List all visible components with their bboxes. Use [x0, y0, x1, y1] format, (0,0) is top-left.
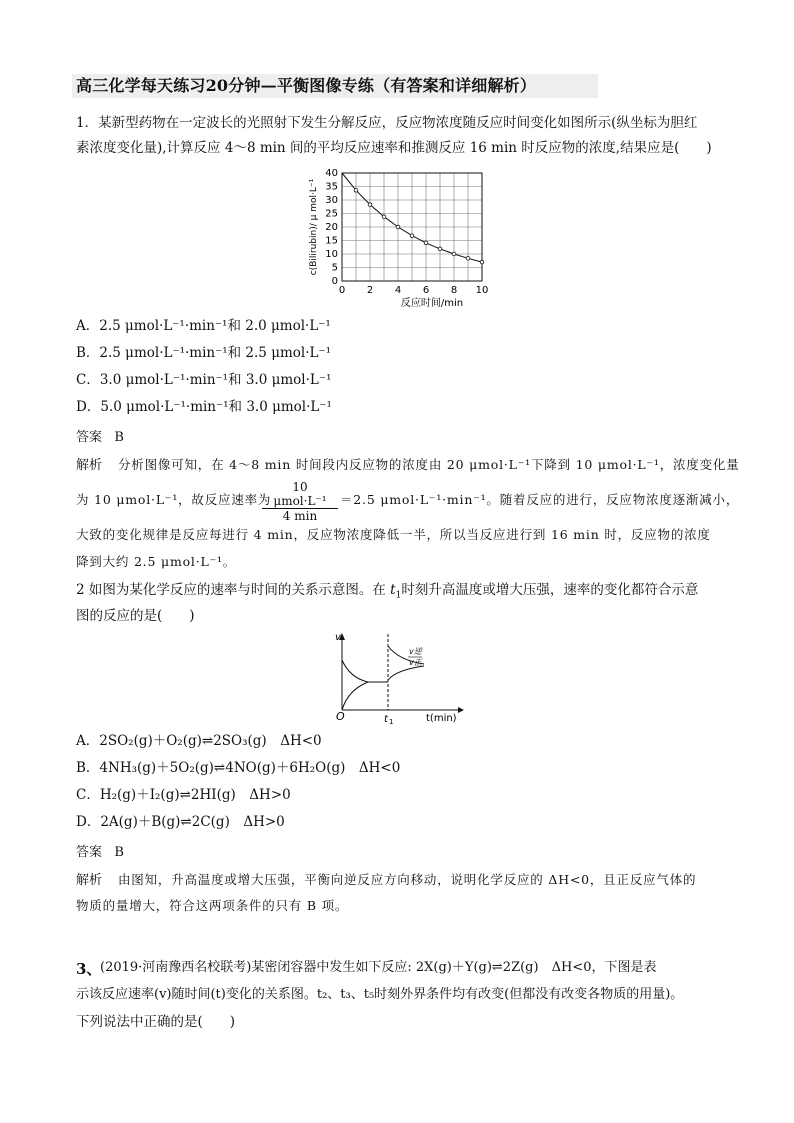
origin-label: O	[336, 710, 345, 723]
y-tick-label: 0	[331, 276, 338, 287]
forward-rate-curve-before	[342, 660, 388, 682]
q1-analysis-line2-post: ＝2.5 μmol·L⁻¹·min⁻¹。随着反应的进行，反应物浓度逐渐减小，	[340, 492, 740, 507]
q1-option-b: B．2.5 μmol·L⁻¹·min⁻¹和 2.5 μmol·L⁻¹	[76, 345, 332, 361]
x-axis-label: t(min)	[426, 713, 457, 724]
q1-analysis-line4: 降到大约 2.5 μmol·L⁻¹。	[76, 554, 237, 569]
y-tick-label: 30	[325, 195, 338, 206]
q1-option-a: A．2.5 μmol·L⁻¹·min⁻¹和 2.0 μmol·L⁻¹	[76, 318, 331, 334]
q2-stem-t-sub: 1	[395, 590, 402, 601]
data-point	[480, 260, 484, 264]
series-label-reverse: v逆	[409, 647, 422, 656]
series-label-forward: v正	[409, 658, 422, 667]
q3-number: 3、	[76, 960, 102, 978]
q3-stem-line1: (2019·河南豫西名校联考)某密闭容器中发生如下反应: 2X(g)＋Y(g)⇌2Z(g) ΔH<0，下图是表	[100, 960, 657, 975]
q2-stem-t: t	[390, 582, 396, 598]
q1-option-d: D．5.0 μmol·L⁻¹·min⁻¹和 3.0 μmol·L⁻¹	[76, 399, 332, 415]
y-axis-label: c(Bilirubin)/ μ mol·L⁻¹	[309, 178, 319, 276]
y-axis-label: v	[335, 632, 341, 643]
q1-analysis-label: 解析	[76, 458, 103, 473]
chart-grid	[342, 173, 482, 281]
q2-analysis-line1: 由图知，升高温度或增大压强，平衡向逆反应方向移动，说明化学反应的 ΔH<0，且正反应气体的	[118, 872, 697, 887]
data-point	[410, 234, 414, 238]
q2-stem-post: 时刻升高温度或增大压强，速率的变化都符合示意	[401, 582, 699, 598]
y-tick-label: 40	[325, 168, 338, 179]
q2-stem-line1	[76, 580, 698, 606]
q2-stem-pre: 2 如图为某化学反应的速率与时间的关系示意图。在	[76, 582, 391, 598]
page-title: 高三化学每天练习20分钟—平衡图像专练（有答案和详细解析）	[72, 74, 598, 98]
y-tick-label: 10	[325, 249, 338, 260]
answer-label: 答案	[76, 430, 103, 445]
q2-analysis-line2: 物质的量增大，符合这两项条件的只有 B 项。	[76, 898, 349, 913]
data-point	[368, 203, 372, 207]
x-axis-label: 反应时间/min	[400, 298, 464, 309]
q2-option-b: B．4NH₃(g)＋5O₂(g)⇌4NO(g)＋6H₂O(g) ΔH<0	[76, 760, 401, 776]
y-tick-label: 25	[325, 208, 338, 220]
q2-analysis-label: 解析	[76, 873, 103, 888]
q1-option-c: C．3.0 μmol·L⁻¹·min⁻¹和 3.0 μmol·L⁻¹	[76, 372, 332, 388]
answer-label: 答案	[76, 845, 103, 860]
q1-stem-line2: 素浓度变化量),计算反应 4～8 min 间的平均反应速率和推测反应 16 min 时反应物的浓度,结果应是( )	[76, 140, 712, 156]
fraction-numerator: 10 μmol·L⁻¹	[262, 480, 338, 509]
x-tick-label: 10	[475, 285, 489, 296]
q3-stem-line2: 示该反应速率(v)随时间(t)变化的关系图。t₂、t₃、t₅时刻外界条件均有改变(但都没有改变各物质的用量)。	[76, 987, 684, 1002]
q1-analysis-line1: 分析图像可知，在 4～8 min 时间段内反应物的浓度由 20 μmol·L⁻¹下降到 10 μmol·L⁻¹，浓度变化量	[118, 457, 740, 472]
rate-fraction	[262, 480, 338, 523]
q1-analysis-line3: 大致的变化规律是反应每进行 4 min，反应物浓度降低一半，所以当反应进行到 16 min 时，反应物的浓度	[76, 527, 711, 542]
data-point	[466, 257, 470, 261]
y-tick-label: 35	[325, 181, 338, 193]
x-tick-label: 6	[422, 285, 430, 296]
q2-stem-line2: 图的反应的是( )	[76, 608, 195, 624]
y-tick-label: 20	[325, 222, 338, 233]
data-point	[396, 225, 400, 229]
q2-option-c: C．H₂(g)＋I₂(g)⇌2HI(g) ΔH>0	[76, 787, 291, 803]
q3-stem-line3: 下列说法中正确的是( )	[76, 1014, 236, 1030]
y-tick-label: 15	[325, 235, 338, 247]
fraction-denominator: 4 min	[282, 509, 318, 523]
x-axis-arrow	[458, 707, 464, 713]
q1-analysis-line2-pre: 为 10 μmol·L⁻¹，故反应速率为	[76, 492, 272, 507]
q2-option-a: A．2SO₂(g)＋O₂(g)⇌2SO₃(g) ΔH<0	[76, 733, 322, 749]
data-point	[382, 215, 386, 219]
q2-option-d: D．2A(g)＋B(g)⇌2C(g) ΔH>0	[76, 814, 285, 830]
forward-rate-curve-after	[388, 666, 424, 680]
data-point	[354, 188, 358, 192]
t1-label-sub: 1	[389, 718, 394, 724]
q1-answer	[76, 426, 124, 445]
x-tick-label: 2	[366, 285, 374, 296]
bilirubin-concentration-chart	[296, 165, 496, 313]
x-tick-label: 0	[338, 285, 346, 296]
q1-stem-line1: 1．某新型药物在一定波长的光照射下发生分解反应，反应物浓度随反应时间变化如图所示(纵坐标为胆红	[76, 115, 698, 131]
q2-answer	[76, 841, 124, 860]
y-tick-label: 5	[331, 262, 338, 274]
reverse-rate-curve-before	[342, 682, 368, 710]
data-point	[424, 241, 428, 245]
rate-time-chart	[326, 630, 466, 724]
t1-label: t	[384, 714, 388, 724]
x-tick-label: 8	[450, 285, 458, 296]
data-point	[438, 247, 442, 251]
answer-value: B	[114, 430, 124, 445]
x-tick-label: 4	[394, 285, 402, 296]
data-point	[452, 252, 456, 256]
answer-value: B	[114, 845, 124, 860]
